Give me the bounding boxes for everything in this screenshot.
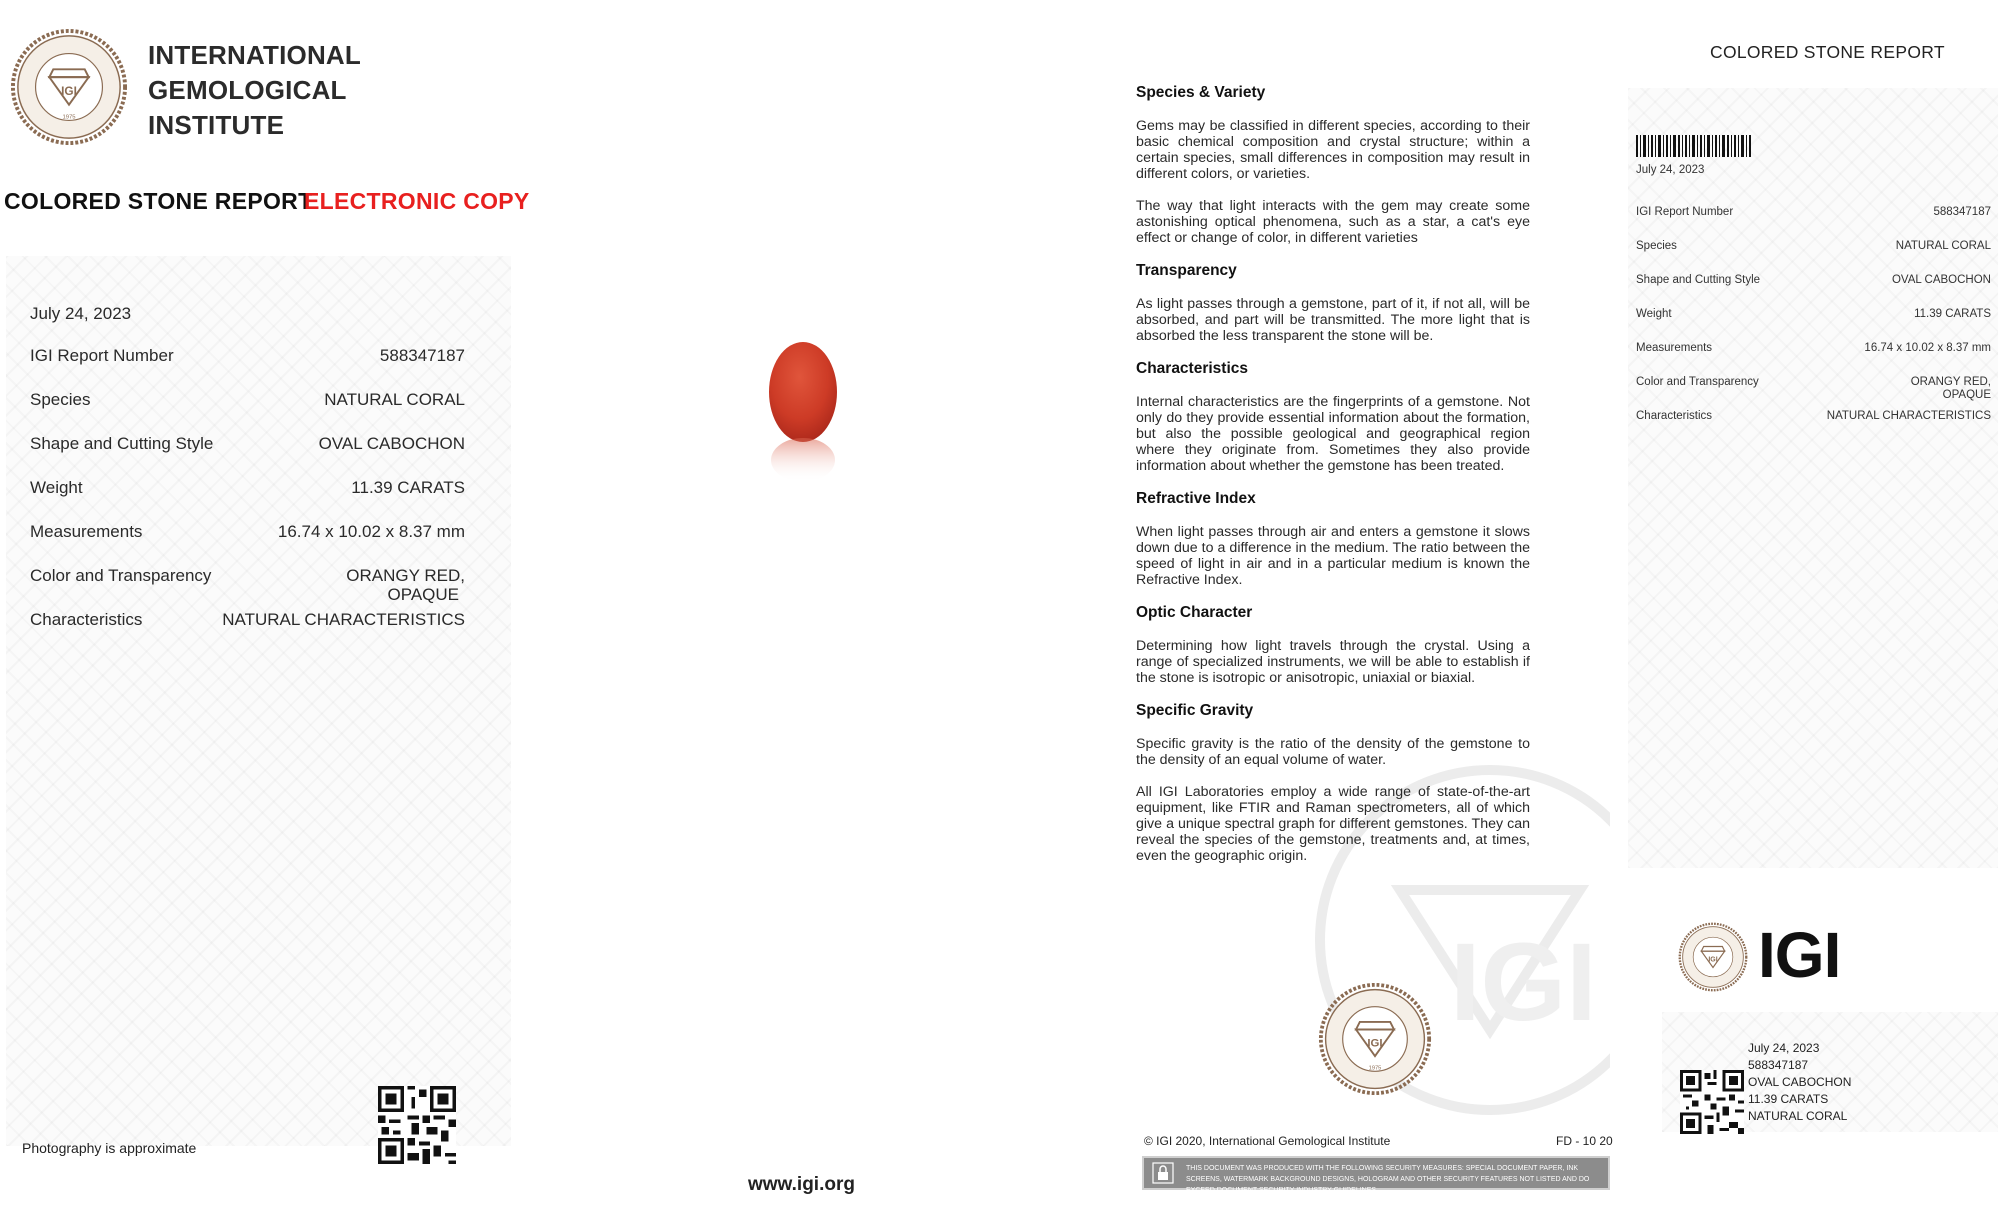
right-row-value: NATURAL CHARACTERISTICS: [1826, 410, 1991, 422]
qr-code-icon: [378, 1086, 456, 1164]
barcode-icon: [1636, 135, 1751, 157]
gemstone-image: [766, 340, 840, 500]
igi-seal-icon: [1318, 982, 1432, 1096]
right-card-title: COLORED STONE REPORT: [1710, 42, 1945, 62]
report-title: COLORED STONE REPORT: [4, 188, 313, 214]
detail-value: [346, 566, 465, 604]
summary-shape: OVAL CABOCHON: [1748, 1075, 1852, 1089]
detail-value-line1: ORANGY RED,: [346, 566, 465, 585]
summary-text: [1748, 1040, 1851, 1125]
info-paragraph: All IGI Laboratories employ a wide range of state-of-the-art equipment, like FTIR and Raman spectrometers, all of which give a unique spectral graph for different gemstones. They can reveal the species of the gemstone, treatments and, at times, even the geographic origin.: [1136, 784, 1530, 864]
detail-value: NATURAL CHARACTERISTICS: [222, 610, 465, 629]
right-row-value-line2: OPAQUE: [1942, 389, 1991, 401]
detail-label: Color and Transparency: [30, 566, 212, 585]
institute-name-line3: INSTITUTE: [148, 110, 285, 140]
right-row-label: Measurements: [1636, 342, 1713, 354]
security-notice-text: THIS DOCUMENT WAS PRODUCED WITH THE FOLLOWING SECURITY MEASURES: SPECIAL DOCUMENT PAPER, INK SCREENS, WATERMARK BACKGROUND DESIGNS, HOLOGRAM AND OTHER SECURITY FEATURES NOT LISTED AND DO EXCEED DOCUMENT SECURITY INDUSTRY GUIDELINES.: [1186, 1165, 1590, 1194]
qr-code-icon: [1680, 1070, 1744, 1134]
copyright-text: © IGI 2020, International Gemological Institute: [1144, 1134, 1391, 1148]
detail-value: 16.74 x 10.02 x 8.37 mm: [277, 522, 465, 541]
info-heading-transparency: Transparency: [1136, 262, 1237, 279]
right-row-value: OVAL CABOCHON: [1891, 274, 1991, 286]
right-row-value: 588347187: [1933, 206, 1991, 218]
info-heading-refractive-index: Refractive Index: [1136, 490, 1256, 507]
info-heading-specific-gravity: Specific Gravity: [1136, 702, 1254, 719]
svg-text:IGI: IGI: [1367, 1037, 1383, 1050]
info-paragraph: When light passes through air and enters a gemstone it slows down due to a difference in the medium. The ratio between the speed of light in air and in a particular medium is known the Refractive Index.: [1136, 524, 1530, 588]
security-notice-box: [1142, 1156, 1610, 1194]
right-row-label: Shape and Cutting Style: [1636, 274, 1761, 286]
right-row-label: Weight: [1636, 308, 1672, 320]
info-heading-optic-character: Optic Character: [1136, 604, 1253, 621]
info-paragraph: Determining how light travels through the crystal. Using a range of specialized instruments, we will be able to establish if the stone is isotropic or anisotropic, uniaxial or biaxial.: [1136, 638, 1530, 686]
detail-value: 588347187: [379, 346, 465, 365]
svg-text:1975: 1975: [1368, 1065, 1382, 1072]
detail-value-line2: OPAQUE: [387, 585, 459, 604]
form-code: FD - 10 20: [1556, 1134, 1613, 1148]
info-paragraph: As light passes through a gemstone, part of it, if not all, will be absorbed, and part will be transmitted. The more light that is absorbed the less transparent the stone will be.: [1136, 296, 1530, 344]
info-heading-species: Species & Variety: [1136, 84, 1266, 101]
detail-label: IGI Report Number: [30, 346, 174, 365]
detail-label: Species: [30, 390, 91, 409]
detail-label: Shape and Cutting Style: [30, 434, 214, 453]
detail-value: 11.39 CARATS: [351, 478, 465, 497]
detail-value: NATURAL CORAL: [324, 390, 465, 409]
institute-name-line2: GEMOLOGICAL: [148, 75, 347, 105]
igi-seal-icon: [10, 28, 128, 146]
photography-note: Photography is approximate: [22, 1140, 197, 1156]
gemstone-info-column: [1136, 84, 1530, 880]
right-row-label: Species: [1636, 240, 1677, 252]
info-paragraph: Internal characteristics are the fingerprints of a gemstone. Not only do they provide essential information about the formation, but also the possible geological and geographical region where they originate from. Sometimes they also provide information about whether the gemstone has been treated.: [1136, 394, 1530, 474]
institute-name-line1: INTERNATIONAL: [148, 40, 361, 70]
svg-text:IGI: IGI: [61, 83, 77, 98]
lock-icon: [1152, 1162, 1174, 1184]
right-card-date: July 24, 2023: [1636, 164, 1705, 176]
right-row-value-line1: ORANGY RED,: [1910, 376, 1991, 388]
electronic-copy-label: ELECTRONIC COPY: [304, 188, 530, 214]
info-paragraph: Gems may be classified in different species, according to their basic chemical composition and crystal structure; within a certain species, small differences in composition may result in different colors, or varieties.: [1136, 118, 1530, 182]
svg-text:1975: 1975: [62, 114, 76, 121]
right-row-value: NATURAL CORAL: [1895, 240, 1991, 252]
svg-text:IGI: IGI: [1708, 956, 1718, 964]
right-row-label: Characteristics: [1636, 410, 1713, 422]
igi-seal-icon: [1678, 922, 1748, 992]
summary-weight: 11.39 CARATS: [1748, 1092, 1829, 1106]
summary-report-number: 588347187: [1748, 1058, 1809, 1072]
report-details-panel: [6, 256, 511, 1146]
right-row-value: 11.39 CARATS: [1914, 308, 1991, 320]
detail-label: Measurements: [30, 522, 143, 541]
info-paragraph: The way that light interacts with the gem may create some astonishing optical phenomena, such as a star, a cat's eye effect or change of color, in different varieties: [1136, 198, 1530, 246]
institute-name: [148, 38, 361, 143]
right-row-value: [1911, 376, 1991, 402]
report-date: July 24, 2023: [30, 304, 132, 323]
right-row-value: 16.74 x 10.02 x 8.37 mm: [1864, 342, 1991, 354]
detail-value: OVAL CABOCHON: [318, 434, 465, 453]
right-row-label: Color and Transparency: [1636, 376, 1759, 388]
detail-label: Characteristics: [30, 610, 143, 629]
right-card-panel: [1628, 88, 1998, 868]
info-paragraph: Specific gravity is the ratio of the density of the gemstone to the density of an equal volume of water.: [1136, 736, 1530, 768]
summary-species: NATURAL CORAL: [1748, 1109, 1848, 1123]
summary-date: July 24, 2023: [1748, 1041, 1820, 1055]
svg-text:IGI: IGI: [1450, 921, 1597, 1044]
detail-label: Weight: [30, 478, 83, 497]
right-row-label: IGI Report Number: [1636, 206, 1734, 218]
igi-logo-text: IGI: [1758, 919, 1841, 991]
info-heading-characteristics: Characteristics: [1136, 360, 1249, 377]
website-link[interactable]: www.igi.org: [748, 1174, 855, 1195]
